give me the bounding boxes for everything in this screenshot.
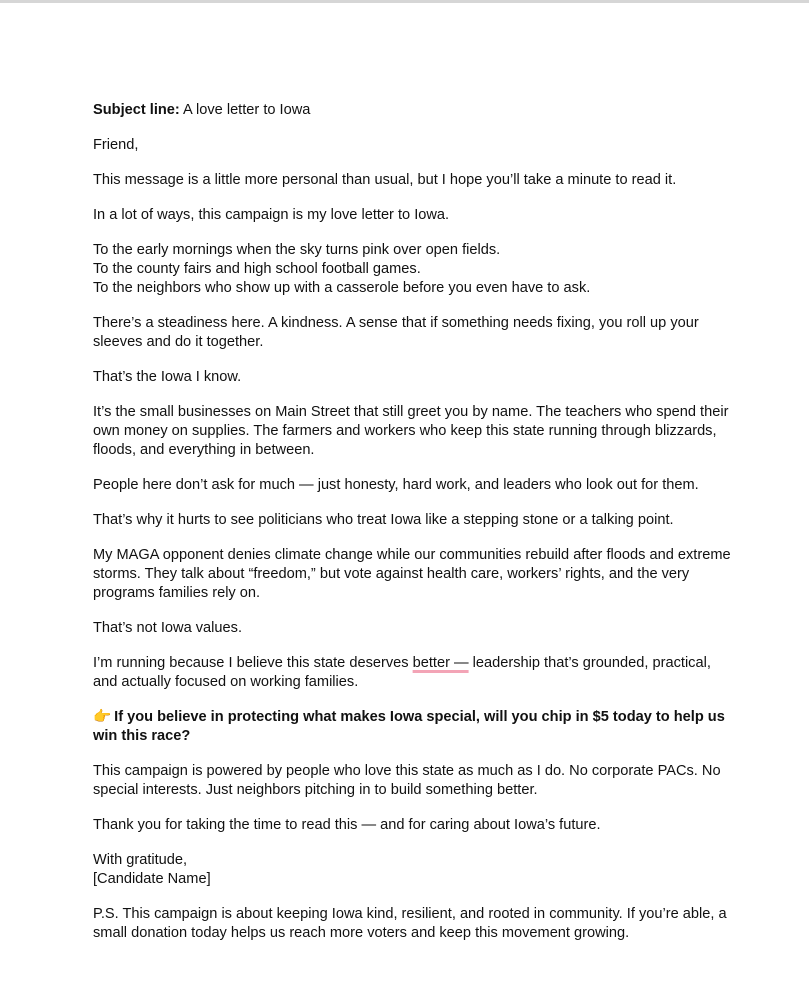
paragraph-intro: This message is a little more personal than usual, but I hope you’ll take a minute to read it.	[93, 172, 677, 188]
postscript: P.S. This campaign is about keeping Iowa kind, resilient, and rooted in community. If you’re able, a small donation today helps us reach more voters and keep this movement growing.	[93, 906, 727, 941]
page-top-border	[0, 0, 809, 3]
paragraph-running	[93, 654, 733, 692]
spellcheck-flagged-word[interactable]: better —	[412, 655, 469, 671]
paragraph-list-lines	[93, 241, 733, 298]
paragraph-powered-by-people: This campaign is powered by people who love this state as much as I do. No corporate PACs. No special interests. Just neighbors pitching in to build something better.	[93, 763, 721, 798]
line-early-mornings: To the early mornings when the sky turns pink over open fields.	[93, 242, 501, 258]
paragraph-not-iowa-values: That’s not Iowa values.	[93, 620, 242, 636]
email-document	[93, 101, 733, 959]
paragraph-steadiness: There’s a steadiness here. A kindness. A sense that if something needs fixing, you roll up your sleeves and do it together.	[93, 315, 699, 350]
pointing-hand-icon: 👉	[93, 709, 112, 725]
running-text-after: leadership that’s grounded, practical, and actually focused on working families.	[93, 655, 711, 690]
subject-text: A love letter to Iowa	[183, 102, 311, 118]
call-to-action	[93, 708, 733, 746]
signoff-closing: With gratitude,	[93, 852, 188, 868]
paragraph-love-letter: In a lot of ways, this campaign is my love letter to Iowa.	[93, 207, 450, 223]
greeting: Friend,	[93, 137, 139, 153]
paragraph-thank-you: Thank you for taking the time to read this — and for caring about Iowa’s future.	[93, 817, 601, 833]
subject-line	[93, 101, 733, 120]
call-to-action-text: If you believe in protecting what makes Iowa special, will you chip in $5 today to help us win this race?	[93, 709, 725, 744]
line-county-fairs: To the county fairs and high school football games.	[93, 261, 421, 277]
subject-label: Subject line:	[93, 102, 180, 118]
paragraph-opponent: My MAGA opponent denies climate change while our communities rebuild after floods and extreme storms. They talk about “freedom,” but vote against health care, workers’ rights, and the very programs families rely on.	[93, 547, 731, 601]
paragraph-small-businesses: It’s the small businesses on Main Street that still greet you by name. The teachers who spend their own money on supplies. The farmers and workers who keep this state running through blizzards, floods, and everything in between.	[93, 404, 729, 458]
paragraph-people-here: People here don’t ask for much — just honesty, hard work, and leaders who look out for them.	[93, 477, 699, 493]
paragraph-politicians: That’s why it hurts to see politicians who treat Iowa like a stepping stone or a talking point.	[93, 512, 674, 528]
signoff-block	[93, 851, 733, 889]
line-neighbors: To the neighbors who show up with a casserole before you even have to ask.	[93, 280, 591, 296]
paragraph-iowa-i-know: That’s the Iowa I know.	[93, 369, 242, 385]
running-text-before: I’m running because I believe this state deserves	[93, 655, 413, 671]
signoff-name: [Candidate Name]	[93, 871, 211, 887]
